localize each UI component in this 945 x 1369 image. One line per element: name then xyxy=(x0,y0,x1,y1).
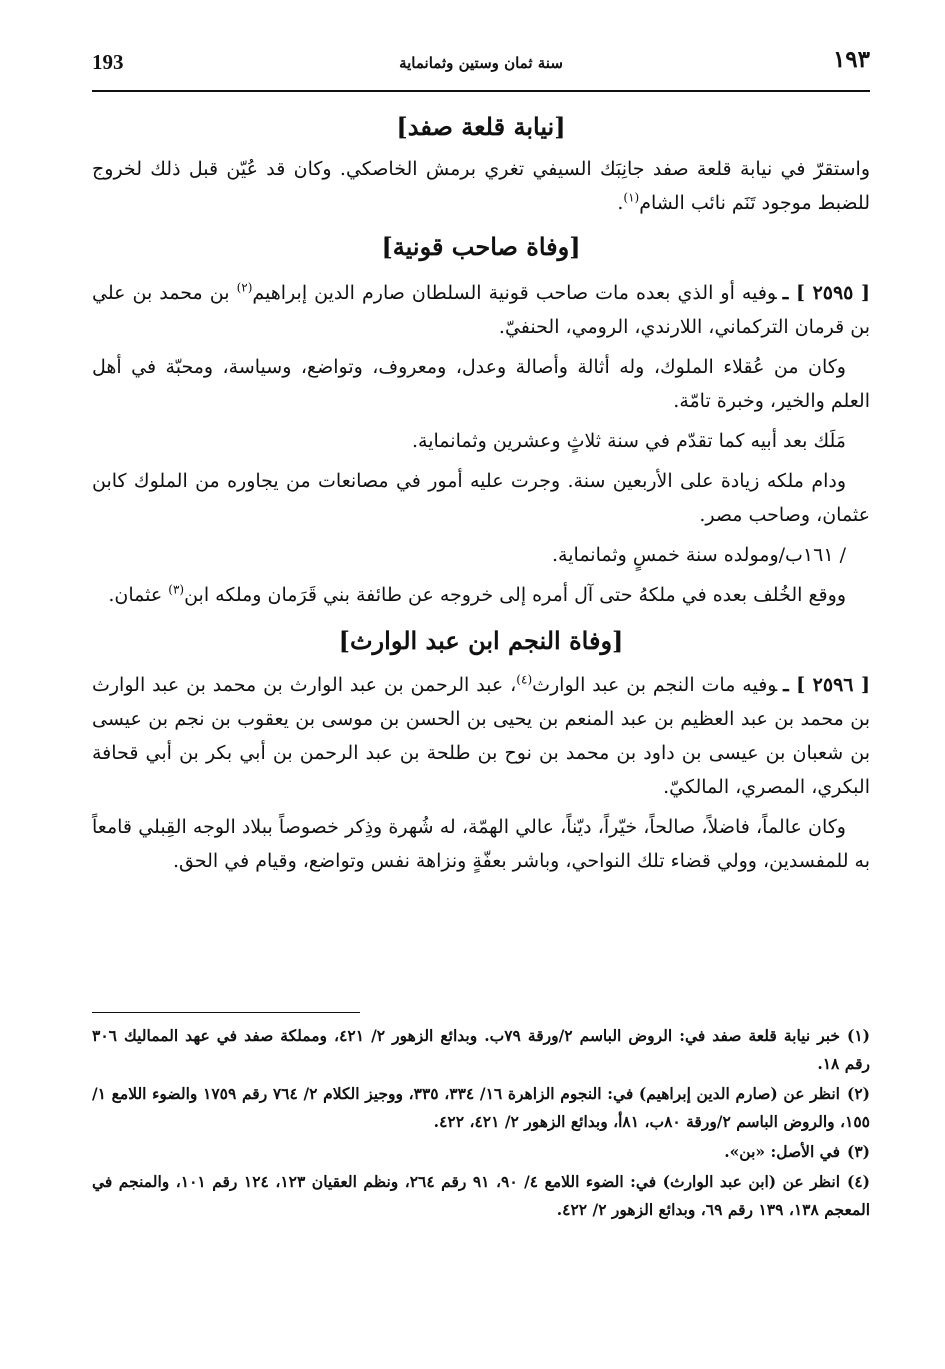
section-heading: [وفاة النجم ابن عبد الوارث] xyxy=(338,626,624,655)
paragraph-tail: بن محمد بن علي بن قرمان التركماني، اللارندي، الرومي، الحنفيّ. xyxy=(92,282,870,338)
footnote-mark: (١) xyxy=(847,1026,871,1045)
footnote-text: انظر عن (صارم الدين إبراهيم) في: النجوم الزاهرة ١٦/ ٣٣٤، ٣٣٥، ووجيز الكلام ٢/ ٧٦٤ رقم ١٧٥٩ والضوء اللامع ١/ ١٥٥، والروض الباسم ٢/ورقة ٨٠ب، ٨١أ، وبدائع الزهور ٢/ ٤٢١، ٤٢٢. xyxy=(92,1084,870,1131)
paragraph-text: ووقع الخُلف بعده في ملكهُ حتى آل أمره إلى خروجه عن طائفة بني قَرَمان وملكه ابن xyxy=(184,584,846,606)
footnote xyxy=(92,1138,870,1166)
footnote-text: في الأصل: «بن». xyxy=(724,1142,840,1161)
paragraph-text: وفيه أو الذي بعده مات صاحب قونية السلطان صارم الدين إبراهيم xyxy=(252,282,777,304)
paragraph-text: واستقرّ في نيابة قلعة صفد جانِبَك السيفي تغري برمش الخاصكي. وكان قد عُيّن قبل ذلك لخروج للضبط موجود تَنَم نائب الشام xyxy=(92,158,870,214)
footnote-text: خبر نيابة قلعة صفد في: الروض الباسم ٢/ورقة ٧٩ب. وبدائع الزهور ٢/ ٤٢١، ومملكة صفد في عهد المماليك ٣٠٦ رقم ١٨. xyxy=(92,1026,870,1073)
header-rule xyxy=(92,90,870,92)
footnote-ref: (٢) xyxy=(236,280,253,295)
footnote-mark: (٢) xyxy=(846,1084,870,1103)
footnotes xyxy=(92,1022,870,1226)
page-header xyxy=(92,40,870,90)
paragraph: وكان من عُقلاء الملوك، وله أثالة وأصالة وعدل، ومعروف، وتواضع، وسياسة، ومحبّة في أهل العلم والخير، وخبرة تامّة. xyxy=(92,356,870,412)
entry-number: [ ٢٥٩٦ ] ـ xyxy=(783,674,870,696)
paragraph-entry xyxy=(92,668,870,804)
footnote-mark: (٣) xyxy=(846,1142,870,1161)
paragraph-entry xyxy=(92,276,870,344)
paragraph: ودام ملكه زيادة على الأربعين سنة. وجرت عليه أمور في مصانعات من يجاوره من الملوك كابن عثمان، وصاحب مصر. xyxy=(92,470,870,526)
page-body xyxy=(92,108,870,884)
section-heading: [وفاة صاحب قونية] xyxy=(381,232,581,261)
section-heading: [نيابة قلعة صفد] xyxy=(396,112,566,141)
paragraph xyxy=(92,578,870,612)
running-title: سنة ثمان وستين وثمانماية xyxy=(399,54,563,72)
paragraph-tail: . xyxy=(617,192,624,214)
footnote-mark: (٤) xyxy=(847,1172,871,1191)
paragraph: مَلَك بعد أبيه كما تقدّم في سنة ثلاثٍ وعشرين وثمانماية. xyxy=(412,430,846,452)
page-number-arabic: ١٩٣ xyxy=(832,46,870,73)
page-number-latin: 193 xyxy=(92,50,124,74)
paragraph xyxy=(92,152,870,220)
footnote-text: انظر عن (ابن عبد الوارث) في: الضوء اللامع ٤/ ٩٠، ٩١ رقم ٢٦٤، ونظم العقيان ١٢٣، ١٢٤ رقم ١٠١، والمنجم في المعجم ١٣٨، ١٣٩ رقم ٦٩، وبدائع الزهور ٢/ ٤٢٢. xyxy=(92,1172,870,1219)
footnote xyxy=(92,1022,870,1078)
entry-number: [ ٢٥٩٥ ] ـ xyxy=(782,282,871,304)
paragraph-tail: عثمان. xyxy=(108,584,169,606)
footnote-separator xyxy=(92,1012,360,1013)
footnote-ref: (٣) xyxy=(168,582,185,597)
paragraph: وكان عالماً، فاضلاً، صالحاً، خيّراً، ديّناً، عالي الهمّة، له شُهرة وذِكر خصوصاً ببلاد الوجه القِبلي قامعاً به للمفسدين، وولي قضاء تلك النواحي، وباشر بعفّةٍ ونزاهة نفس وتواضع، وقيام في الحق. xyxy=(92,816,870,872)
paragraph-text: وفيه مات النجم بن عبد الوارث xyxy=(532,674,778,696)
paragraph: / ١٦١ب/ومولده سنة خمسٍ وثمانماية. xyxy=(552,544,846,566)
footnote-ref: (١) xyxy=(623,190,640,205)
footnote xyxy=(92,1168,870,1224)
paragraph-tail: ، عبد الرحمن بن عبد الوارث بن محمد بن عبد الوارث بن محمد بن عبد العظيم بن عبد المنعم بن يحيى بن الحسن بن موسى بن يعقوب بن نجم بن عيسى بن شعبان بن عيسى بن داود بن محمد بن نوح بن طلحة بن عبد الرحمن بن أبي بكر بن أبي قحافة البكري، المصري، المالكيّ. xyxy=(92,674,870,798)
footnote xyxy=(92,1080,870,1136)
footnote-ref: (٤) xyxy=(516,672,533,687)
